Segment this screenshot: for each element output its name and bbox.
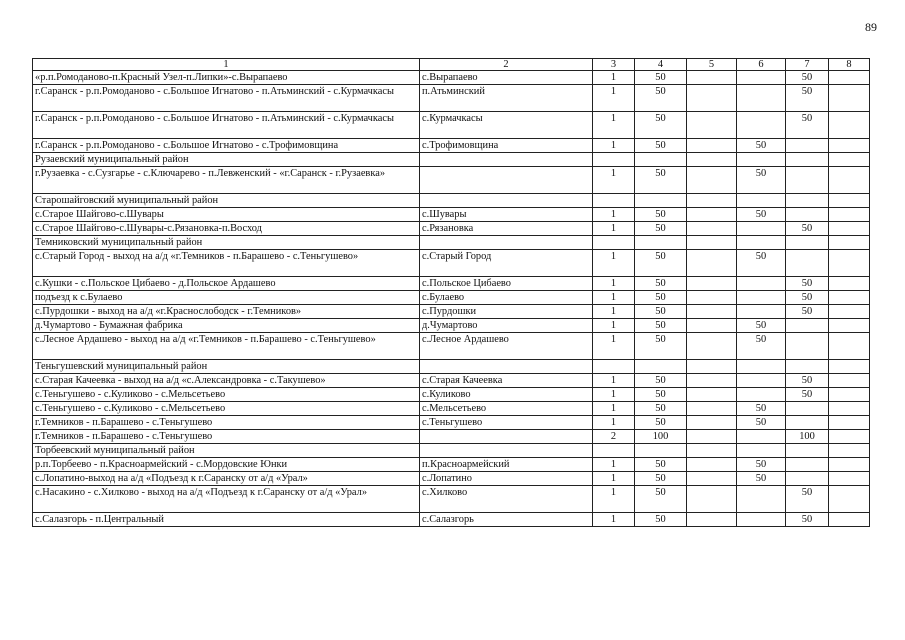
table-row xyxy=(33,208,870,222)
column-header: 7 xyxy=(786,59,829,71)
col6-cell xyxy=(737,236,786,250)
col3-cell: 1 xyxy=(593,388,635,402)
table-row xyxy=(33,360,870,374)
col3-cell: 1 xyxy=(593,374,635,388)
col6-cell xyxy=(737,305,786,319)
col5-cell xyxy=(687,486,737,513)
settlement-cell: с.Старый Город xyxy=(420,250,593,277)
table-row xyxy=(33,513,870,527)
route-cell: с.Пурдошки - выход на а/д «г.Краснослободск - г.Темников» xyxy=(33,305,420,319)
col4-cell xyxy=(635,194,687,208)
col5-cell xyxy=(687,319,737,333)
route-cell: р.п.Торбеево - п.Красноармейский - с.Мордовские Юнки xyxy=(33,458,420,472)
route-cell: г.Саранск - р.п.Ромоданово - с.Большое Игнатово - с.Трофимовщина xyxy=(33,139,420,153)
col6-cell: 50 xyxy=(737,458,786,472)
col6-cell xyxy=(737,486,786,513)
col6-cell: 50 xyxy=(737,402,786,416)
col4-cell: 50 xyxy=(635,139,687,153)
col5-cell xyxy=(687,430,737,444)
col5-cell xyxy=(687,71,737,85)
route-cell: с.Лопатино-выход на а/д «Подъезд к г.Саранску от а/д «Урал» xyxy=(33,472,420,486)
table-row xyxy=(33,85,870,112)
settlement-cell: с.Курмачкасы xyxy=(420,112,593,139)
col8-cell xyxy=(829,222,870,236)
col3-cell: 1 xyxy=(593,486,635,513)
route-cell: с.Старая Качеевка - выход на а/д «с.Александровка - с.Такушево» xyxy=(33,374,420,388)
route-cell: с.Лесное Ардашево - выход на а/д «г.Темников - п.Барашево - с.Теньгушево» xyxy=(33,333,420,360)
col5-cell xyxy=(687,374,737,388)
col8-cell xyxy=(829,291,870,305)
route-cell: с.Салазгорь - п.Центральный xyxy=(33,513,420,527)
col4-cell: 50 xyxy=(635,277,687,291)
col4-cell: 50 xyxy=(635,208,687,222)
col8-cell xyxy=(829,153,870,167)
table-row xyxy=(33,374,870,388)
col5-cell xyxy=(687,388,737,402)
settlement-cell: с.Польское Цибаево xyxy=(420,277,593,291)
table-row xyxy=(33,319,870,333)
col6-cell xyxy=(737,374,786,388)
route-cell: с.Старое Шайгово-с.Шувары xyxy=(33,208,420,222)
col8-cell xyxy=(829,208,870,222)
col5-cell xyxy=(687,444,737,458)
col4-cell: 50 xyxy=(635,513,687,527)
column-header: 2 xyxy=(420,59,593,71)
table-row xyxy=(33,388,870,402)
col5-cell xyxy=(687,472,737,486)
routes-table xyxy=(32,58,870,527)
col7-cell: 50 xyxy=(786,112,829,139)
col3-cell: 1 xyxy=(593,167,635,194)
column-header: 1 xyxy=(33,59,420,71)
col3-cell xyxy=(593,194,635,208)
settlement-cell xyxy=(420,430,593,444)
column-header: 5 xyxy=(687,59,737,71)
col7-cell: 50 xyxy=(786,85,829,112)
col6-cell xyxy=(737,430,786,444)
table-row xyxy=(33,333,870,360)
table-row xyxy=(33,236,870,250)
col7-cell xyxy=(786,416,829,430)
col8-cell xyxy=(829,402,870,416)
col3-cell xyxy=(593,360,635,374)
table-row xyxy=(33,402,870,416)
col8-cell xyxy=(829,416,870,430)
settlement-cell: с.Лесное Ардашево xyxy=(420,333,593,360)
col6-cell: 50 xyxy=(737,333,786,360)
col4-cell: 50 xyxy=(635,112,687,139)
col3-cell: 1 xyxy=(593,402,635,416)
col3-cell: 1 xyxy=(593,333,635,360)
col4-cell xyxy=(635,236,687,250)
route-cell: подъезд к с.Булаево xyxy=(33,291,420,305)
table-row xyxy=(33,153,870,167)
settlement-cell: с.Куликово xyxy=(420,388,593,402)
col8-cell xyxy=(829,430,870,444)
col8-cell xyxy=(829,319,870,333)
col5-cell xyxy=(687,291,737,305)
col7-cell xyxy=(786,236,829,250)
col8-cell xyxy=(829,388,870,402)
col5-cell xyxy=(687,236,737,250)
col7-cell: 50 xyxy=(786,222,829,236)
col7-cell: 50 xyxy=(786,388,829,402)
col8-cell xyxy=(829,513,870,527)
table-row xyxy=(33,71,870,85)
col7-cell xyxy=(786,458,829,472)
col5-cell xyxy=(687,402,737,416)
settlement-cell: с.Пурдошки xyxy=(420,305,593,319)
col8-cell xyxy=(829,250,870,277)
col8-cell xyxy=(829,374,870,388)
settlement-cell: с.Шувары xyxy=(420,208,593,222)
col5-cell xyxy=(687,416,737,430)
col3-cell: 1 xyxy=(593,513,635,527)
settlement-cell: с.Салазгорь xyxy=(420,513,593,527)
col3-cell: 1 xyxy=(593,458,635,472)
settlement-cell: с.Мельсетьево xyxy=(420,402,593,416)
col4-cell xyxy=(635,153,687,167)
col4-cell xyxy=(635,444,687,458)
settlement-cell: с.Старая Качеевка xyxy=(420,374,593,388)
settlement-cell: п.Красноармейский xyxy=(420,458,593,472)
settlement-cell: с.Булаево xyxy=(420,291,593,305)
col8-cell xyxy=(829,236,870,250)
col4-cell: 50 xyxy=(635,388,687,402)
col4-cell: 50 xyxy=(635,250,687,277)
table-row xyxy=(33,416,870,430)
route-cell: с.Насакино - с.Хилково - выход на а/д «Подъезд к г.Саранску от а/д «Урал» xyxy=(33,486,420,513)
col4-cell: 50 xyxy=(635,291,687,305)
col7-cell xyxy=(786,360,829,374)
col8-cell xyxy=(829,277,870,291)
col4-cell: 50 xyxy=(635,374,687,388)
settlement-cell: с.Рязановка xyxy=(420,222,593,236)
col3-cell: 1 xyxy=(593,208,635,222)
col3-cell xyxy=(593,236,635,250)
col4-cell: 50 xyxy=(635,85,687,112)
table-row xyxy=(33,430,870,444)
col6-cell xyxy=(737,444,786,458)
col7-cell xyxy=(786,153,829,167)
col7-cell: 50 xyxy=(786,71,829,85)
settlement-cell xyxy=(420,236,593,250)
col3-cell: 1 xyxy=(593,472,635,486)
col8-cell xyxy=(829,444,870,458)
table-row xyxy=(33,277,870,291)
col7-cell xyxy=(786,208,829,222)
route-cell: с.Теньгушево - с.Куликово - с.Мельсетьево xyxy=(33,388,420,402)
col5-cell xyxy=(687,85,737,112)
col5-cell xyxy=(687,250,737,277)
col5-cell xyxy=(687,167,737,194)
table-row xyxy=(33,486,870,513)
table-row xyxy=(33,444,870,458)
col6-cell: 50 xyxy=(737,250,786,277)
col6-cell xyxy=(737,71,786,85)
col6-cell: 50 xyxy=(737,139,786,153)
col6-cell: 50 xyxy=(737,167,786,194)
col5-cell xyxy=(687,333,737,360)
col6-cell xyxy=(737,153,786,167)
table-body xyxy=(33,71,870,527)
col5-cell xyxy=(687,458,737,472)
col6-cell xyxy=(737,360,786,374)
col5-cell xyxy=(687,513,737,527)
route-cell: Торбеевский муниципальный район xyxy=(33,444,420,458)
col6-cell xyxy=(737,112,786,139)
col4-cell: 50 xyxy=(635,458,687,472)
col6-cell: 50 xyxy=(737,472,786,486)
col7-cell xyxy=(786,319,829,333)
col3-cell xyxy=(593,444,635,458)
settlement-cell: с.Теньгушево xyxy=(420,416,593,430)
table-row xyxy=(33,305,870,319)
col5-cell xyxy=(687,305,737,319)
settlement-cell: д.Чумартово xyxy=(420,319,593,333)
col7-cell xyxy=(786,167,829,194)
col8-cell xyxy=(829,458,870,472)
header-row xyxy=(33,59,870,71)
table-row xyxy=(33,112,870,139)
col7-cell: 50 xyxy=(786,374,829,388)
route-cell: г.Рузаевка - с.Сузгарье - с.Ключарево - п.Левженский - «г.Саранск - г.Рузаевка» xyxy=(33,167,420,194)
route-cell: с.Теньгушево - с.Куликово - с.Мельсетьево xyxy=(33,402,420,416)
col4-cell: 100 xyxy=(635,430,687,444)
col6-cell xyxy=(737,291,786,305)
page-number: 89 xyxy=(865,20,877,34)
col3-cell: 1 xyxy=(593,416,635,430)
col8-cell xyxy=(829,194,870,208)
col5-cell xyxy=(687,208,737,222)
col7-cell: 50 xyxy=(786,291,829,305)
settlement-cell: с.Лопатино xyxy=(420,472,593,486)
col8-cell xyxy=(829,486,870,513)
col8-cell xyxy=(829,472,870,486)
table-row xyxy=(33,472,870,486)
col4-cell: 50 xyxy=(635,71,687,85)
col6-cell xyxy=(737,85,786,112)
route-cell: Старошайговский муниципальный район xyxy=(33,194,420,208)
col3-cell: 1 xyxy=(593,222,635,236)
table-row xyxy=(33,139,870,153)
col6-cell xyxy=(737,277,786,291)
col7-cell xyxy=(786,194,829,208)
route-cell: г.Саранск - р.п.Ромоданово - с.Большое Игнатово - п.Атьминский - с.Курмачкасы xyxy=(33,112,420,139)
col4-cell: 50 xyxy=(635,305,687,319)
table-row xyxy=(33,250,870,277)
column-header: 4 xyxy=(635,59,687,71)
col5-cell xyxy=(687,277,737,291)
col7-cell xyxy=(786,444,829,458)
table-row xyxy=(33,167,870,194)
col4-cell: 50 xyxy=(635,416,687,430)
col5-cell xyxy=(687,139,737,153)
col7-cell xyxy=(786,472,829,486)
table-row xyxy=(33,194,870,208)
col5-cell xyxy=(687,153,737,167)
col8-cell xyxy=(829,167,870,194)
route-cell: г.Темников - п.Барашево - с.Теньгушево xyxy=(33,430,420,444)
route-cell: Теньгушевский муниципальный район xyxy=(33,360,420,374)
settlement-cell xyxy=(420,194,593,208)
route-cell: с.Кушки - с.Польское Цибаево - д.Польское Ардашево xyxy=(33,277,420,291)
settlement-cell: с.Трофимовщина xyxy=(420,139,593,153)
table-row xyxy=(33,291,870,305)
settlement-cell: п.Атьминский xyxy=(420,85,593,112)
col6-cell xyxy=(737,194,786,208)
col3-cell: 1 xyxy=(593,112,635,139)
route-cell: д.Чумартово - Бумажная фабрика xyxy=(33,319,420,333)
route-cell: Рузаевский муниципальный район xyxy=(33,153,420,167)
col3-cell: 1 xyxy=(593,277,635,291)
col4-cell: 50 xyxy=(635,319,687,333)
route-cell: г.Саранск - р.п.Ромоданово - с.Большое Игнатово - п.Атьминский - с.Курмачкасы xyxy=(33,85,420,112)
col7-cell: 50 xyxy=(786,513,829,527)
col3-cell: 1 xyxy=(593,85,635,112)
settlement-cell xyxy=(420,360,593,374)
col7-cell: 50 xyxy=(786,277,829,291)
col6-cell xyxy=(737,513,786,527)
col7-cell: 50 xyxy=(786,486,829,513)
route-cell: Темниковский муниципальный район xyxy=(33,236,420,250)
col3-cell: 1 xyxy=(593,139,635,153)
col4-cell: 50 xyxy=(635,486,687,513)
settlement-cell xyxy=(420,167,593,194)
col6-cell xyxy=(737,222,786,236)
settlement-cell: с.Хилково xyxy=(420,486,593,513)
col8-cell xyxy=(829,112,870,139)
col8-cell xyxy=(829,305,870,319)
col3-cell: 2 xyxy=(593,430,635,444)
table-row xyxy=(33,458,870,472)
col8-cell xyxy=(829,85,870,112)
col4-cell: 50 xyxy=(635,472,687,486)
col3-cell: 1 xyxy=(593,250,635,277)
route-cell: с.Старый Город - выход на а/д «г.Темников - п.Барашево - с.Теньгушево» xyxy=(33,250,420,277)
column-header: 6 xyxy=(737,59,786,71)
col8-cell xyxy=(829,139,870,153)
col5-cell xyxy=(687,112,737,139)
col8-cell xyxy=(829,333,870,360)
col8-cell xyxy=(829,71,870,85)
col5-cell xyxy=(687,360,737,374)
col7-cell xyxy=(786,139,829,153)
col3-cell: 1 xyxy=(593,71,635,85)
route-cell: с.Старое Шайгово-с.Шувары-с.Рязановка-п.Восход xyxy=(33,222,420,236)
col6-cell: 50 xyxy=(737,416,786,430)
table-row xyxy=(33,222,870,236)
column-header: 8 xyxy=(829,59,870,71)
col4-cell: 50 xyxy=(635,222,687,236)
col4-cell: 50 xyxy=(635,333,687,360)
col4-cell: 50 xyxy=(635,402,687,416)
col7-cell xyxy=(786,402,829,416)
settlement-cell xyxy=(420,444,593,458)
settlement-cell xyxy=(420,153,593,167)
col6-cell: 50 xyxy=(737,208,786,222)
column-header: 3 xyxy=(593,59,635,71)
col7-cell: 50 xyxy=(786,305,829,319)
col6-cell: 50 xyxy=(737,319,786,333)
col5-cell xyxy=(687,194,737,208)
route-cell: г.Темников - п.Барашево - с.Теньгушево xyxy=(33,416,420,430)
col3-cell xyxy=(593,153,635,167)
col5-cell xyxy=(687,222,737,236)
col3-cell: 1 xyxy=(593,291,635,305)
col7-cell xyxy=(786,333,829,360)
col4-cell xyxy=(635,360,687,374)
col8-cell xyxy=(829,360,870,374)
route-cell: «р.п.Ромоданово-п.Красный Узел-п.Липки»-с.Вырапаево xyxy=(33,71,420,85)
col3-cell: 1 xyxy=(593,319,635,333)
col7-cell: 100 xyxy=(786,430,829,444)
col7-cell xyxy=(786,250,829,277)
settlement-cell: с.Вырапаево xyxy=(420,71,593,85)
col6-cell xyxy=(737,388,786,402)
col3-cell: 1 xyxy=(593,305,635,319)
col4-cell: 50 xyxy=(635,167,687,194)
